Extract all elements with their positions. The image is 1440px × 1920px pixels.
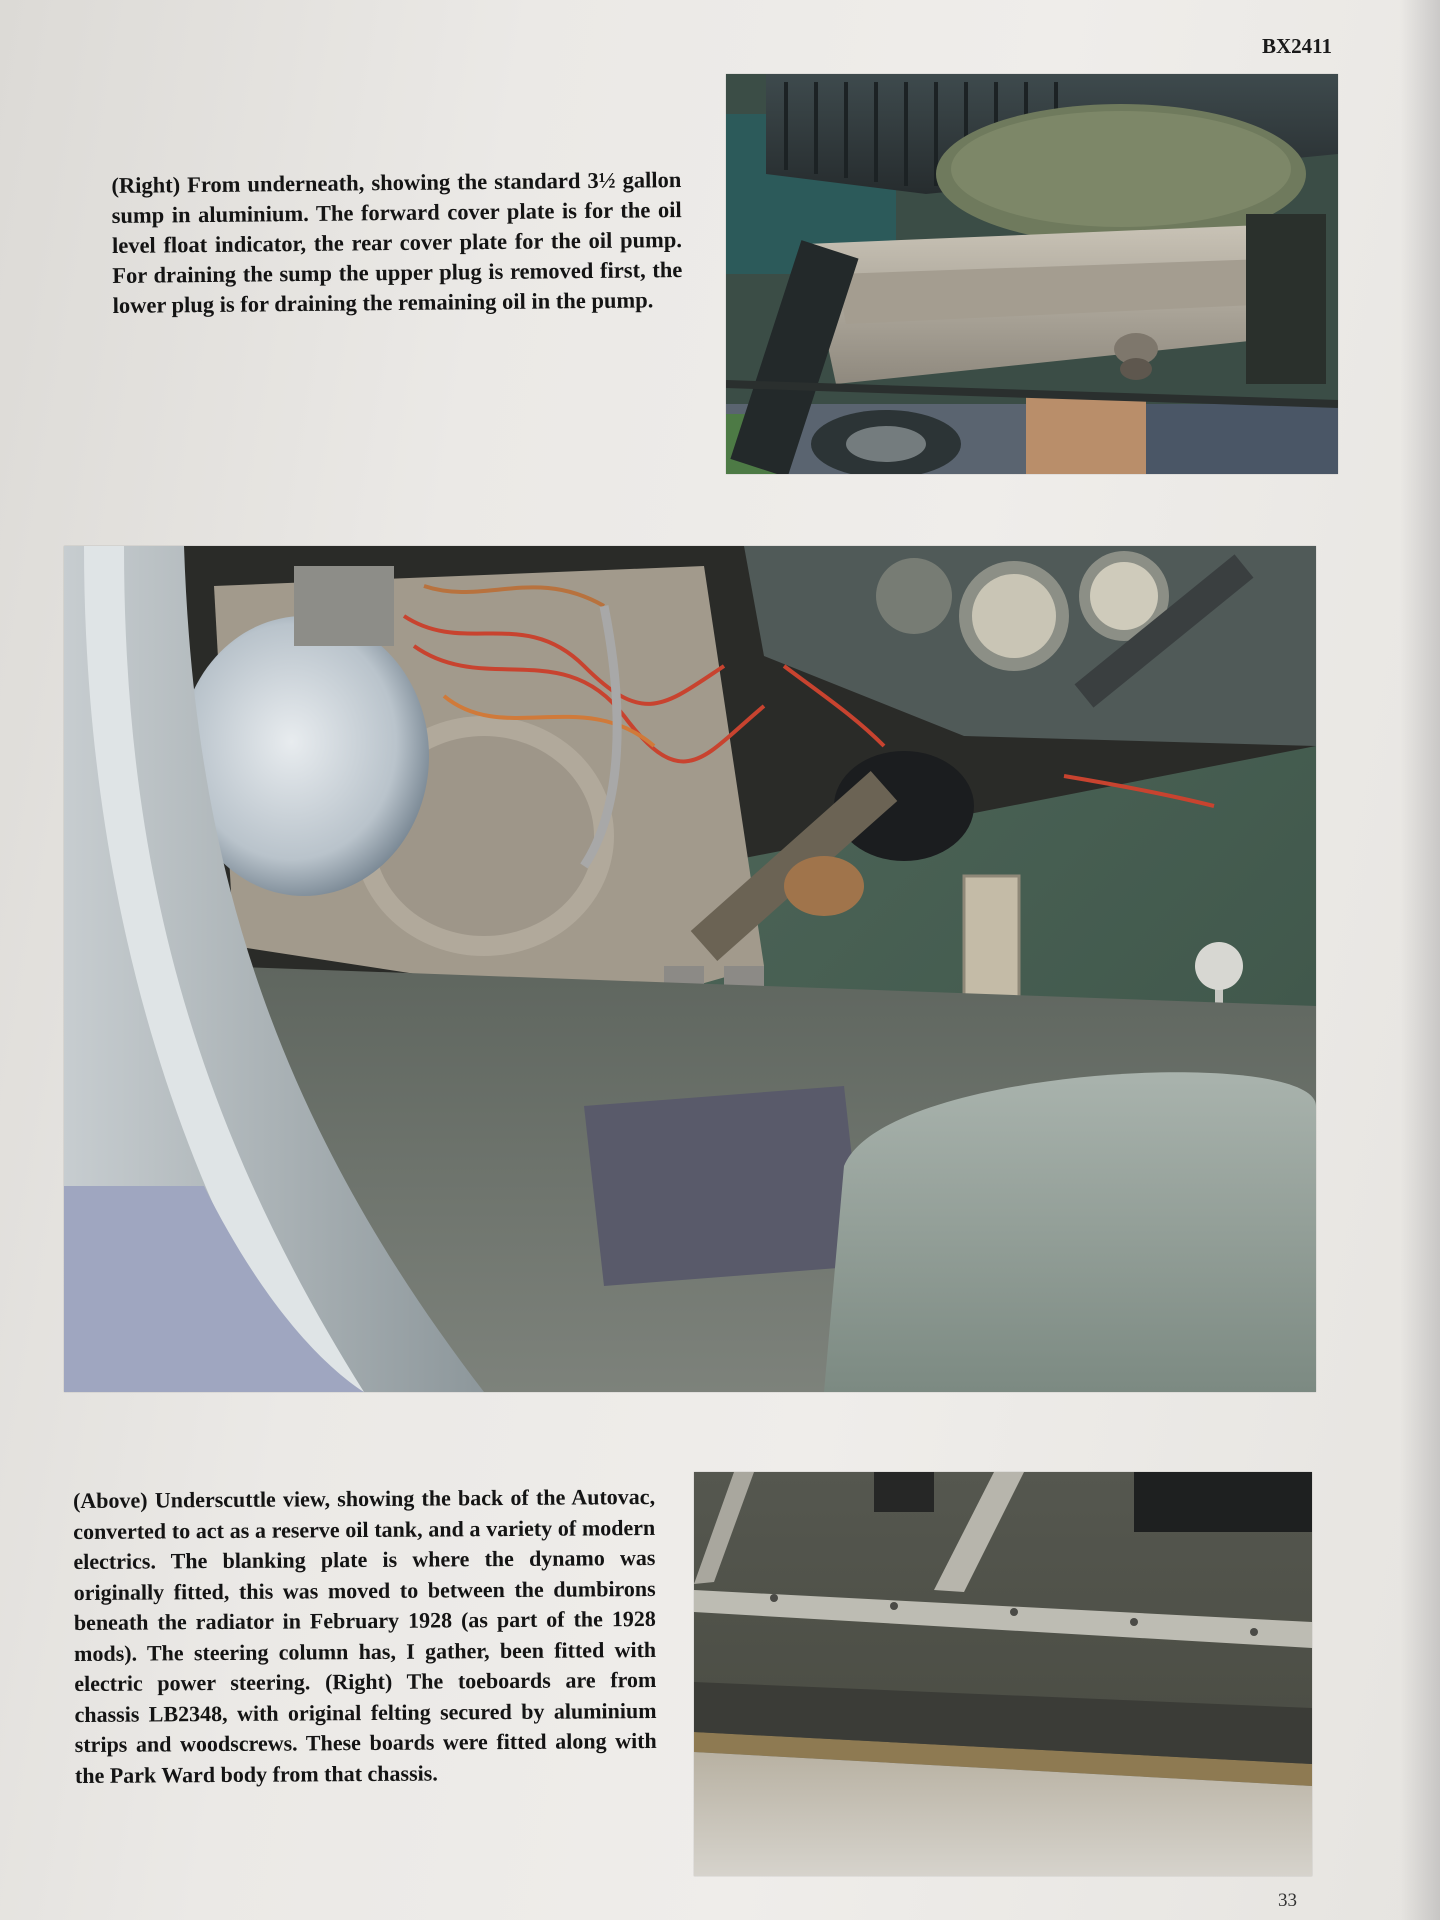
caption-underscuttle: (Above) Underscuttle view, showing the back of the Autovac, converted to act as a reserve oil tank, and a variety of modern electrics. The blanking plate is where the dynamo was originally fitted, this was moved to between the dumbirons beneath the radiator in February 1928 (as part of the 1928 mods). The steering column has, I gather, been fitted with electric power steering. (Right) The toeboards are from chassis LB2348, with original felting secured by aluminium strips and woodscrews. These boards were fitted along with the Park Ward body from that chassis.	[72, 1483, 657, 1788]
caption-sump: (Right) From underneath, showing the standard 3½ gallon sump in aluminium. The forward cover plate is for the oil level float indicator, the rear cover plate for the oil pump. For draining the sump the upper plug is removed first, the lower plug is for draining the remaining oil in the pump.	[111, 167, 683, 318]
photo-underscuttle-view	[64, 546, 1316, 1392]
page-edge-shadow	[1400, 0, 1440, 1920]
photo-sump-underside-image	[726, 74, 1338, 474]
running-head: BX2411	[1262, 34, 1333, 58]
page-number: 33	[1278, 1890, 1297, 1911]
photo-toeboards-image	[694, 1472, 1312, 1876]
photo-toeboards	[694, 1472, 1312, 1876]
photo-sump-underside	[726, 74, 1338, 474]
photo-underscuttle-view-image	[64, 546, 1316, 1392]
